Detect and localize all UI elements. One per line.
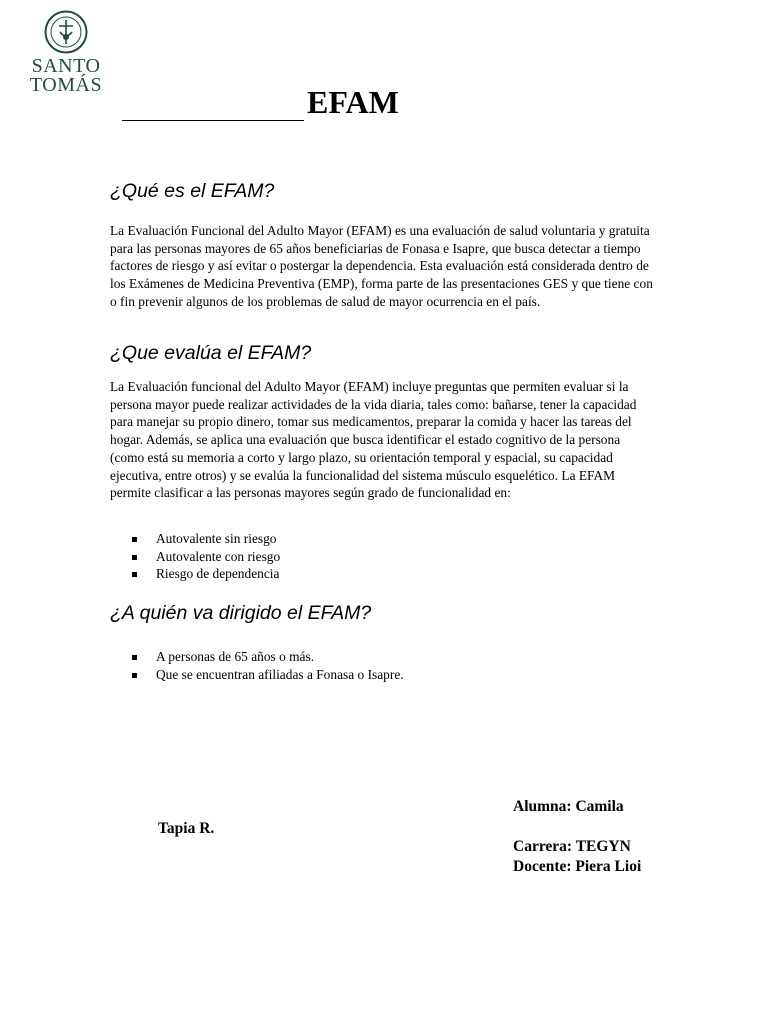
list-item: Autovalente con riesgo (130, 548, 280, 566)
functionality-list (130, 530, 280, 583)
list-item: Riesgo de dependencia (130, 565, 280, 583)
student-surname: Tapia R. (158, 820, 215, 837)
list-item: Autovalente sin riesgo (130, 530, 280, 548)
list-item: Que se encuentran afiliadas a Fonasa o Isapre. (130, 666, 404, 684)
list-item: A personas de 65 años o más. (130, 648, 404, 666)
teacher: Docente: Piera Lioi (513, 858, 642, 875)
section-1-body: La Evaluación Funcional del Adulto Mayor (EFAM) es una evaluación de salud voluntaria y gratuita para las personas mayores de 65 años beneficiarias de Fonasa e Isapre, que busca detectar a tiempo factores de riesgo y así evitar o postergar la dependencia. Esta evaluación está considerada dentro de los Exámenes de Medicina Preventiva (EMP), forma parte de las presentaciones GES y que tiene con o fin prevenir algunos de los problemas de salud de mayor ocurrencia en el país. (110, 223, 653, 309)
logo-line-2: TOMÁS (29, 74, 103, 96)
target-list (130, 648, 404, 683)
section-2-heading: ¿Que evalúa el EFAM? (110, 342, 312, 364)
page-title: EFAM (307, 84, 399, 120)
section-1-heading: ¿Qué es el EFAM? (110, 180, 275, 202)
title-underline (122, 120, 304, 121)
santo-tomas-logo (22, 10, 110, 95)
student-name: Alumna: Camila (513, 798, 624, 815)
logo-line-1: SANTO (31, 55, 101, 77)
logo-wordmark (22, 57, 110, 95)
section-2-body: La Evaluación funcional del Adulto Mayor (EFAM) incluye preguntas que permiten evaluar si la persona mayor puede realizar actividades de la vida diaria, tales como: bañarse, tener la capacidad para manejar su propio dinero, tomar sus medicamentos, preparar la comida y hacer las tareas del hogar. Además, se aplica una evaluación que busca identificar el estado cognitivo de la persona (como está su memoria a corto y largo plazo, su orientación temporal y espacial, su capacidad ejecutiva, entre otros) y se evalúa la funcionalidad del sistema músculo esquelético. La EFAM permite clasificar a las personas mayores según grado de funcionalidad en: (110, 379, 637, 501)
career: Carrera: TEGYN (513, 838, 631, 855)
seal-icon (44, 10, 88, 54)
section-3-heading: ¿A quién va dirigido el EFAM? (110, 602, 372, 624)
